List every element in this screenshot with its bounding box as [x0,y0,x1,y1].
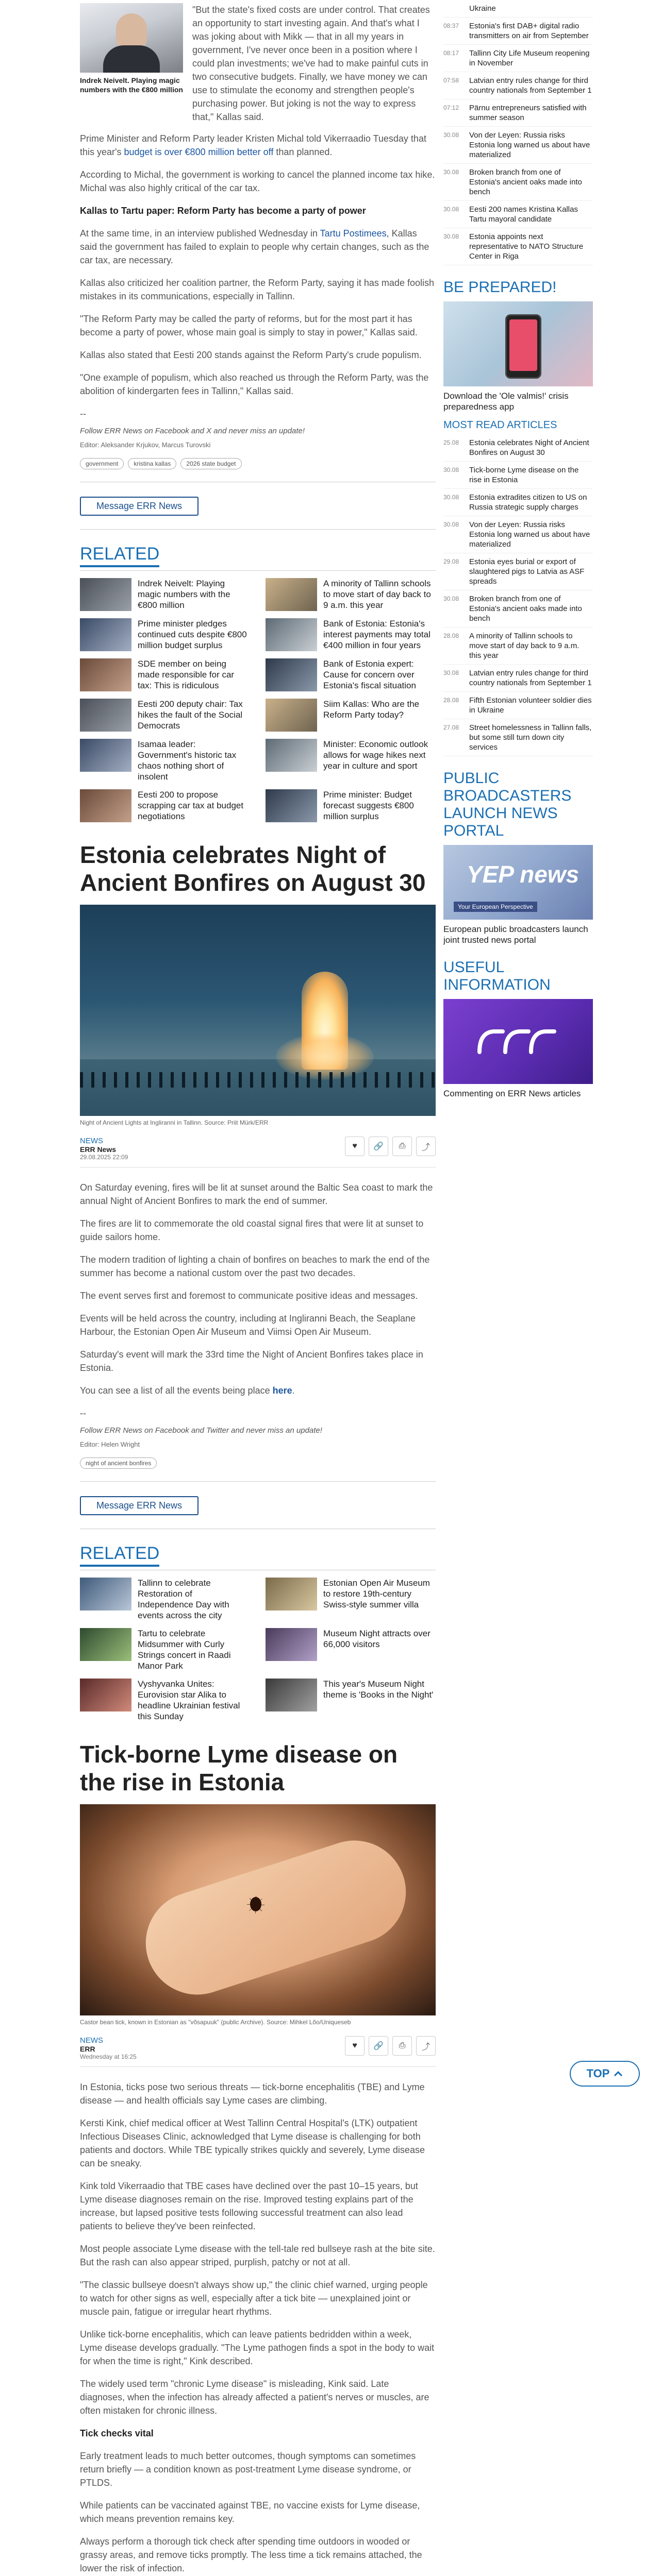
related-title[interactable]: Museum Night attracts over 66,000 visitors [323,1629,431,1649]
related-item[interactable] [266,1679,436,1722]
sidebar-news-title[interactable]: Estonia's first DAB+ digital radio transmitters on air from September [469,22,589,40]
related-item[interactable] [80,1578,250,1621]
sidebar-news-title[interactable]: Latvian entry rules change for third country nationals from September 1 [469,669,592,687]
sidebar-news-time: 07:58 [443,77,459,84]
related-title[interactable]: Minister: Economic outlook allows for wage hikes next year in culture and sport [323,739,428,771]
article-2-paragraph: The fires are lit to commemorate the old coastal signal fires that were lit at sunset to guide sailors home. [80,1218,424,1242]
err-logo-icon [474,1024,562,1060]
article-date: 29.08.2025 22:09 [80,1154,128,1161]
article-3-paragraph: In Estonia, ticks pose two serious threats — tick-borne encephalitis (TBE) and Lyme disease — and health officials say Lyme cases are climbing. [80,2082,425,2106]
yep-caption[interactable]: European public broadcasters launch joint trusted news portal [443,924,588,945]
sidebar-news-title[interactable]: Eesti 200 names Kristina Kallas Tartu mayoral candidate [469,205,578,224]
article-3-paragraph: Kink told Vikerraadio that TBE cases have declined over the past 10–15 years, but Lyme disease diagnoses remain on the rise. Improved testing explains part of the increase, but lapsed positive tests following successful treatment can also lead patients to believe they've been reinfected. [80,2181,418,2231]
app-promo-image[interactable] [443,301,593,386]
yep-news-logo: YEP news [467,861,580,888]
sidebar-news-time: 08:17 [443,49,459,57]
sidebar-news-title[interactable]: Street homelessness in Tallinn falls, but some still turn down city services [469,723,592,752]
related-title[interactable]: Eesti 200 to propose scrapping car tax at budget negotiations [138,790,244,821]
sidebar-news-title[interactable]: Broken branch from one of Estonia's ancient oaks made into bench [469,595,582,623]
tag[interactable]: kristina kallas [128,458,176,469]
embedded-related-title[interactable]: Indrek Neivelt. Playing magic numbers with the €800 million [80,76,183,94]
sidebar-news-title[interactable]: Von der Leyen: Russia risks Estonia long warned us about have materialized [469,131,590,159]
sidebar-news-title[interactable]: Estonia extradites citizen to US on Russia strategic supply charges [469,493,587,512]
sidebar-news-time: 30.08 [443,466,459,473]
sidebar-news-time: 25.08 [443,439,459,446]
related-heading: RELATED [80,1544,159,1567]
article-3-meta [80,2036,436,2067]
sidebar-news-item[interactable] [443,692,593,719]
latest-news-list [443,0,593,265]
events-list-link[interactable]: here [272,1385,292,1396]
article-2-meta [80,1137,436,1167]
related-item[interactable] [266,658,436,691]
related-item[interactable] [80,699,250,732]
category-label[interactable]: NEWS [80,1137,103,1145]
article-1-paragraph: "One example of populism, which also reached us through the Reform Party, was the abolition of kindergarten fees in Tallinn," Kallas said. [80,372,429,396]
related-title[interactable]: Bank of Estonia: Estonia's interest payments may total €400 million in four years [323,619,431,650]
sidebar-news-title[interactable]: A minority of Tallinn schools to move start of day back to 9 a.m. this year [469,632,580,660]
article-2-caption: Night of Ancient Lights at Ingliranni in Tallinn. Source: Priit Mürk/ERR [80,1119,269,1126]
sidebar-news-time: 28.08 [443,697,459,704]
err-caption[interactable]: Commenting on ERR News articles [443,1089,581,1098]
related-title[interactable]: Siim Kallas: Who are the Reform Party today? [323,699,420,720]
related-title[interactable]: Prime minister: Budget forecast suggests €800 million surplus [323,790,414,821]
share-toolbar [345,1137,436,1156]
follow-line: Follow ERR News on Facebook and X and never miss an update! [80,427,305,435]
sidebar-news-title[interactable]: Fifth Estonian volunteer soldier dies in Ukraine [469,696,592,715]
article-1-paragraph: At the same time, in an interview published Wednesday in Tartu Postimees, Kallas said the government has failed to explain to people why certain changes, such as the car tax, are necessary. [80,228,429,265]
article-date: Wednesday at 16:25 [80,2053,137,2060]
related-title[interactable]: This year's Museum Night theme is 'Books in the Night' [323,1679,434,1700]
sidebar-news-item[interactable] [443,628,593,665]
sidebar-news-item[interactable] [443,228,593,265]
yep-news-banner[interactable] [443,845,593,920]
source-label: ERR News [80,1145,117,1154]
sidebar-news-time: 30.08 [443,595,459,602]
sidebar-news-item[interactable] [443,127,593,164]
tag-list [80,458,436,469]
embedded-related-image [80,3,183,73]
related-item[interactable] [266,789,436,822]
sidebar-news-title[interactable]: Broken branch from one of Estonia's ancient oaks made into bench [469,168,582,196]
article-2-title[interactable]: Estonia celebrates Night of Ancient Bonfires on August 30 [80,841,426,896]
sidebar-news-title[interactable]: Tick-borne Lyme disease on the rise in Estonia [469,466,579,484]
related-grid [80,1570,436,1722]
related-thumbnail [266,699,317,732]
tag[interactable]: 2026 state budget [180,458,241,469]
related-item[interactable] [80,1679,250,1722]
related-title[interactable]: Indrek Neivelt: Playing magic numbers with the €800 million [138,579,230,610]
app-promo-caption[interactable]: Download the 'Ole valmis!' crisis preparedness app [443,391,569,412]
article-1-paragraph: Kallas also stated that Eesti 200 stands against the Reform Party's crude populism. [80,350,422,360]
sidebar-news-title[interactable]: Tallinn City Life Museum reopening in November [469,49,590,67]
sidebar-news-time: 30.08 [443,494,459,501]
sidebar-news-item[interactable] [443,489,593,516]
sidebar-news-time: 07:12 [443,104,459,111]
related-thumbnail [80,1679,131,1711]
article-3-paragraph: Always perform a thorough tick check after spending time outdoors in wooded or grassy areas, and remove ticks promptly. The less time a tick remains attached, the lower the risk of infection. [80,2536,422,2573]
article-3-paragraph: The widely used term "chronic Lyme disease" is misleading, Kink said. Late diagnoses, when the infection has already affected a patient's nerves or muscles, are often mistaken for chronic illness. [80,2379,429,2416]
editor-line: Editor: Aleksander Krjukov, Marcus Turovski [80,441,211,449]
related-thumbnail [266,739,317,772]
article-1-subhead: Kallas to Tartu paper: Reform Party has become a party of power [80,206,366,216]
related-thumbnail [266,789,317,822]
related-thumbnail [266,578,317,611]
embedded-related-card[interactable] [80,3,183,124]
article-2-paragraph: On Saturday evening, fires will be lit at sunset around the Baltic Sea coast to mark the annual Night of Ancient Bonfires to mark the end of summer. [80,1182,433,1206]
related-title[interactable]: Vyshyvanka Unites: Eurovision star Alika to headline Ukrainian festival this Sunday [138,1679,240,1721]
share-icon[interactable]: ⤴ [416,2036,436,2056]
article-1 [80,0,436,530]
bonfire-photo [80,905,436,1116]
sidebar-news-time: 30.08 [443,233,459,240]
related-thumbnail [266,1628,317,1661]
source-label: ERR [80,2045,95,2053]
share-icon[interactable]: ⤴ [416,1137,436,1156]
related-thumbnail [266,1679,317,1711]
sidebar-news-time: 08:37 [443,22,459,29]
related-title[interactable]: Prime minister pledges continued cuts despite €800 million budget surplus [138,619,247,650]
sidebar-news-item[interactable] [443,164,593,201]
sidebar-news-title[interactable]: Pärnu entrepreneurs satisfied with summer season [469,104,587,122]
sidebar-news-time: 30.08 [443,131,459,139]
err-banner[interactable] [443,999,593,1084]
article-3-body [80,2080,436,2417]
tartu-postimees-link[interactable]: Tartu Postimees [320,228,387,239]
related-item[interactable] [266,578,436,611]
top-label: TOP [586,2067,610,2080]
related-title[interactable]: Eesti 200 deputy chair: Tax hikes the fault of the Social Democrats [138,699,243,731]
sidebar-news-time: 27.08 [443,724,459,731]
related-thumbnail [80,578,131,611]
sidebar-news-time [443,4,464,13]
related-heading: RELATED [80,544,159,567]
related-thumbnail [80,1578,131,1611]
related-item[interactable] [266,699,436,732]
related-item[interactable] [80,618,250,651]
related-thumbnail [80,789,131,822]
sidebar-news-item[interactable] [443,434,593,462]
article-3-body-2 [80,2449,436,2575]
sidebar-news-title[interactable]: Estonia eyes burial or export of slaughtered pigs to Latvia as ASF spreads [469,557,585,586]
related-item[interactable] [266,1578,436,1621]
article-3 [80,1740,436,2576]
sidebar-news-item[interactable] [443,719,593,756]
print-icon[interactable]: ⎙ [392,2036,412,2056]
related-item[interactable] [266,1628,436,1671]
sidebar-news-title[interactable]: Estonia appoints next representative to NATO Structure Center in Riga [469,232,584,261]
sidebar-news-item[interactable] [443,201,593,228]
related-item[interactable] [80,578,250,611]
share-toolbar [345,2036,436,2056]
related-thumbnail [80,739,131,772]
sidebar-news-item[interactable] [443,665,593,692]
article-3-paragraph: Unlike tick-borne encephalitis, which can leave patients bedridden within a week, Lyme disease develops gradually. "The Lyme pathogen finds a spot in the body to wait for when the time is right," Kink described. [80,2329,435,2366]
tag-list [80,1458,436,1469]
related-thumbnail [80,699,131,732]
article-3-paragraph: Kersti Kink, chief medical officer at West Tallinn Central Hospital's (LTK) outpatient Infectious Diseases Clinic, acknowledged that Lyme disease is challenging for both patients and doctors. While TBE typically strikes quickly and severely, Lyme disease can be sneaky. [80,2118,425,2168]
related-item[interactable] [80,658,250,691]
heart-icon[interactable]: ♥ [345,2036,365,2056]
sidebar-news-time: 29.08 [443,558,459,565]
sidebar-news-item[interactable] [443,18,593,45]
most-read-heading: MOST READ ARTICLES [443,419,557,431]
tag[interactable]: government [80,458,124,469]
related-title[interactable]: Tartu to celebrate Midsummer with Curly Strings concert in Raadi Manor Park [138,1629,231,1671]
related-thumbnail [266,618,317,651]
related-item[interactable] [80,1628,250,1671]
sidebar-news-time: 30.08 [443,521,459,528]
sidebar-news-item[interactable] [443,553,593,590]
sidebar-news-item[interactable] [443,0,593,18]
article-2 [80,841,436,1529]
related-thumbnail [80,1628,131,1661]
article-3-subhead: Tick checks vital [80,2428,154,2438]
tick-photo [80,1804,436,2015]
budget-link[interactable]: budget is over €800 million better off [124,147,274,157]
public-broadcasters-heading: PUBLIC BROADCASTERS LAUNCH NEWS PORTAL [443,770,572,839]
sidebar-news-time: 30.08 [443,669,459,676]
article-3-paragraph: Most people associate Lyme disease with the tell-tale red bullseye rash at the bite site. But the rash can also appear striped, purplish, patchy or not at all. [80,2244,435,2267]
article-3-paragraph: While patients can be vaccinated against TBE, no vaccine exists for Lyme disease, which means prevention remains key. [80,2500,420,2524]
article-1-paragraph: Prime Minister and Reform Party leader Kristen Michal told Vikerraadio Tuesday that this year's budget is over €800 million better off than planned. [80,133,426,157]
article-2-paragraph: Saturday's event will mark the 33rd time the Night of Ancient Bonfires takes place in Estonia. [80,1349,423,1373]
sidebar-news-time: 30.08 [443,206,459,213]
article-3-paragraph: Early treatment leads to much better outcomes, though symptoms can sometimes return briefly — a condition known as post-treatment Lyme disease syndrome, or PTLDS. [80,2451,416,2488]
sidebar-news-time: 30.08 [443,168,459,176]
useful-information-heading: USEFUL INFORMATION [443,959,551,993]
separator-text: -- [80,1408,86,1418]
related-title[interactable]: Estonian Open Air Museum to restore 19th-century Swiss-style summer villa [323,1578,430,1609]
article-1-paragraph: "The Reform Party may be called the party of reforms, but for the most part it has become a party of power, whose main goal is simply to stay in power," Kallas said. [80,314,418,337]
heart-icon[interactable]: ♥ [345,1137,365,1156]
article-1-quote: "But the state's fixed costs are under control. That creates an opportunity to start investing again. And that's what I was joking about with Mikk — that in all my years in government, I've never once been in a position where I could plan investments; we've had to make painful cuts in two consecutive budgets. Finally, we have money we can use to stimulate the economy and strengthen people's purchasing power. But joking is not the way to express that," Kallas said. [192,5,430,122]
related-title[interactable]: SDE member on being made responsible for car tax: This is ridiculous [138,659,235,690]
main-column [80,0,436,2576]
related-title[interactable]: A minority of Tallinn schools to move start of day back to 9 a.m. this year [323,579,431,610]
related-title[interactable]: Isamaa leader: Government's historic tax chaos nothing short of insolent [138,739,237,782]
sidebar-news-item[interactable] [443,590,593,628]
back-to-top-button[interactable] [570,2061,640,2087]
related-thumbnail [266,658,317,691]
chevron-up-icon [614,2071,623,2077]
sidebar-news-item[interactable] [443,516,593,553]
related-section-1 [80,530,436,822]
sidebar-news-title[interactable]: Latvian entry rules change for third country nationals from September 1 [469,76,592,95]
related-item[interactable] [80,739,250,782]
message-err-news-button[interactable]: Message ERR News [80,1496,198,1515]
article-3-caption: Castor bean tick, known in Estonian as "võsapuuk" (public Archive). Source: Mihkel Lõo/Uniqueseb [80,2019,351,2026]
related-thumbnail [80,658,131,691]
article-1-paragraph: According to Michal, the government is working to cancel the planned income tax hike. Michal was also highly critical of the car tax. [80,170,435,193]
link-icon[interactable]: 🔗 [369,2036,388,2056]
sidebar-news-item[interactable] [443,45,593,72]
article-2-paragraph: The event serves first and foremost to communicate positive ideas and messages. [80,1291,418,1301]
article-2-paragraph: The modern tradition of lighting a chain of bonfires on beaches to mark the end of the summer has become a national custom over the past two decades. [80,1255,430,1278]
article-1-paragraph: Kallas also criticized her coalition partner, the Reform Party, saying it has made foolish mistakes in its communications, especially in Tallinn. [80,278,434,301]
most-read-list [443,434,593,756]
article-2-paragraph: Events will be held across the country, including at Ingliranni Beach, the Seaplane Harbour, the Estonian Open Air Museum and Viimsi Open Air Museum. [80,1313,416,1337]
separator-text: -- [80,409,86,419]
related-grid [80,570,436,822]
message-err-news-button[interactable]: Message ERR News [80,497,198,516]
be-prepared-heading: BE PREPARED! [443,279,557,296]
article-2-body [80,1181,436,1375]
related-item[interactable] [266,739,436,782]
related-thumbnail [80,618,131,651]
sidebar-news-item[interactable] [443,99,593,127]
related-section-2 [80,1529,436,1722]
link-icon[interactable]: 🔗 [369,1137,388,1156]
tag[interactable]: night of ancient bonfires [80,1458,157,1469]
follow-line: Follow ERR News on Facebook and Twitter and never miss an update! [80,1426,322,1435]
related-title[interactable]: Bank of Estonia expert: Cause for concern over Estonia's fiscal situation [323,659,416,690]
editor-line: Editor: Helen Wright [80,1440,140,1448]
sidebar-news-item[interactable] [443,462,593,489]
sidebar-news-title[interactable]: Estonia celebrates Night of Ancient Bonfires on August 30 [469,438,589,457]
sidebar-news-item[interactable] [443,72,593,99]
category-label[interactable]: NEWS [80,2036,103,2045]
article-3-title[interactable]: Tick-borne Lyme disease on the rise in Estonia [80,1741,398,1795]
sidebar-news-time: 28.08 [443,632,459,639]
sidebar [443,0,593,1106]
related-item[interactable] [266,618,436,651]
related-item[interactable] [80,789,250,822]
yep-news-tagline: Your European Perspective [454,902,537,912]
sidebar-news-title[interactable]: Von der Leyen: Russia risks Estonia long warned us about have materialized [469,520,590,549]
related-thumbnail [266,1578,317,1611]
related-title[interactable]: Tallinn to celebrate Restoration of Independence Day with events across the city [138,1578,229,1620]
print-icon[interactable]: ⎙ [392,1137,412,1156]
article-3-paragraph: "The classic bullseye doesn't always show up," the clinic chief warned, urging people to watch for other signs as well, especially after a tick bite — unexplained joint or muscle pain, fatigue or irregular heart rhythms. [80,2280,428,2317]
sidebar-news-title[interactable]: Ukraine [469,4,496,13]
article-2-paragraph: You can see a list of all the events being place here. [80,1385,295,1396]
